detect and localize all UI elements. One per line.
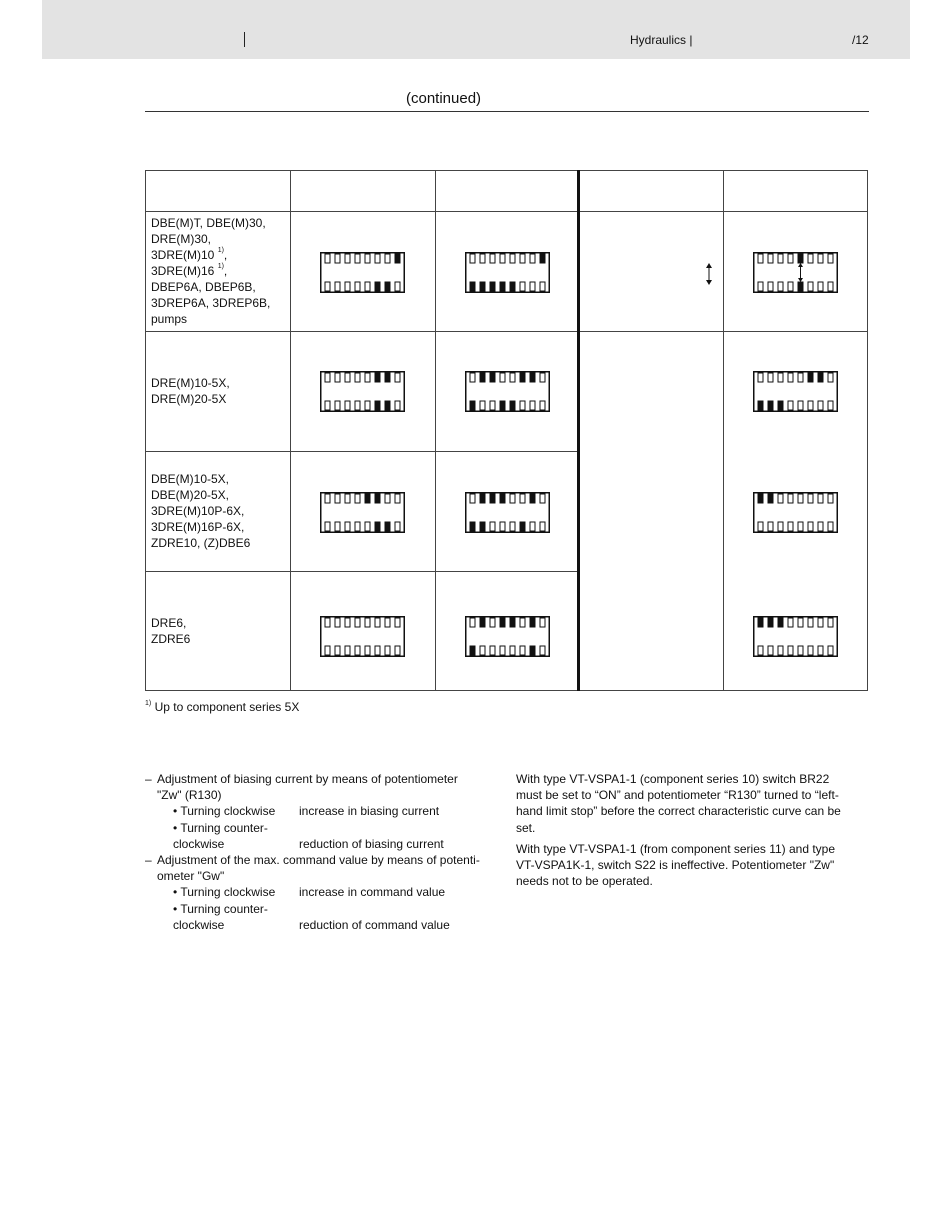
table-cell [579,211,724,332]
title-rule [145,111,869,112]
adjustment-item [145,852,505,884]
row-label-line: 3DRE(M)16P-6X, [151,520,245,534]
dip-switch-diagram [753,492,838,533]
text-line: needs not to be operated. [516,874,653,889]
adjustment-subitem [145,901,505,933]
subitem-label: • Turning counter-clockwise [173,820,268,851]
right-text-column [516,771,868,894]
dip-switch-diagram [320,492,405,533]
dash-bullet: – [145,772,152,786]
left-text-column [145,771,505,933]
row-label [151,375,230,407]
row-label-line: 3DRE(M)16 $^{1)}$, [151,263,228,278]
table-header-cell [579,170,724,212]
subitem-value: increase in biasing current [299,804,440,819]
text-line: With type VT-VSPA1-1 (component series 10) switch BR22 [516,772,830,786]
paragraph [516,771,868,836]
subitem-label: • Turning clockwise [173,885,276,900]
text-line: hand limit stop” before the correct characteristic curve can be [516,804,841,819]
page-header [42,0,910,59]
up-down-arrow-icon [705,263,713,290]
row-label-line: pumps [151,312,188,326]
subitem-value: reduction of command value [299,917,450,932]
adjustment-item [145,771,505,803]
row-label-line: DBE(M)10-5X, [151,472,230,486]
row-label-line: DRE6, [151,616,187,630]
section-title: (continued) [406,90,482,107]
dip-switch-diagram [465,492,550,533]
subitem-label: • Turning counter-clockwise [173,901,268,932]
adjustment-subitem [145,820,505,852]
dip-switch-diagram [753,252,838,293]
text-line: VT-VSPA1K-1, switch S22 is ineffective. Potentiometer "Zw" [516,858,835,873]
text-line: With type VT-VSPA1-1 (from component series 11) and type [516,841,836,856]
row-label-line: DBE(M)T, DBE(M)30, [151,216,266,230]
header-section: Hydraulics | [630,33,693,47]
dip-switch-diagram [465,371,550,412]
table-header-cell [145,170,291,212]
row-label-line: 3DREP6A, 3DREP6B, [151,296,271,310]
row-label-line: ZDRE10, (Z)DBE6 [151,536,251,550]
row-label-line: DBE(M)20-5X, [151,488,230,502]
row-label [151,615,190,647]
subitem-value: increase in command value [299,885,446,900]
table-header-cell [723,170,868,212]
dip-switch-diagram [753,616,838,657]
row-label-line: DRE(M)30, [151,232,212,246]
footnote [145,700,299,714]
thick-divider [577,170,580,691]
paragraph [516,841,868,890]
footnote-text: Up to component series 5X [154,700,300,714]
subitem-label: • Turning clockwise [173,804,276,819]
adjustment-subitem [145,884,505,900]
table-header-cell [435,170,580,212]
header-page-number: /12 [852,33,869,47]
text-line: ometer "Gw" [157,869,225,884]
row-label-line: DRE(M)20-5X [151,392,227,406]
row-label-line: DBEP6A, DBEP6B, [151,280,256,294]
row-label-line: 3DRE(M)10 $^{1)}$, [151,247,228,262]
dip-switch-diagram [320,616,405,657]
merged-cell [579,331,724,691]
switch-settings-table [145,170,868,691]
text-line: set. [516,820,536,835]
row-label [151,215,270,327]
dip-switch-diagram [465,616,550,657]
dip-switch-diagram [753,371,838,412]
adjustment-subitem [145,803,505,819]
text-line: Adjustment of biasing current by means of potentiometer [157,772,458,786]
dash-bullet: – [145,853,152,868]
footnote-mark: 1) [145,700,152,707]
text-line: must be set to “ON” and potentiometer “R130” turned to “left- [516,788,839,803]
subitem-value: reduction of biasing current [299,836,444,851]
row-label [151,471,250,551]
row-label-line: ZDRE6 [151,632,191,646]
row-label-line: DRE(M)10-5X, [151,376,230,390]
dip-switch-diagram [320,371,405,412]
table-header-cell [290,170,436,212]
text-line: Adjustment of the max. command value by means of potenti- [157,853,480,868]
dip-switch-diagram [320,252,405,293]
row-label-line: 3DRE(M)10P-6X, [151,504,245,518]
dip-switch-diagram [465,252,550,293]
header-divider [244,32,245,47]
text-line: "Zw" (R130) [157,788,222,803]
